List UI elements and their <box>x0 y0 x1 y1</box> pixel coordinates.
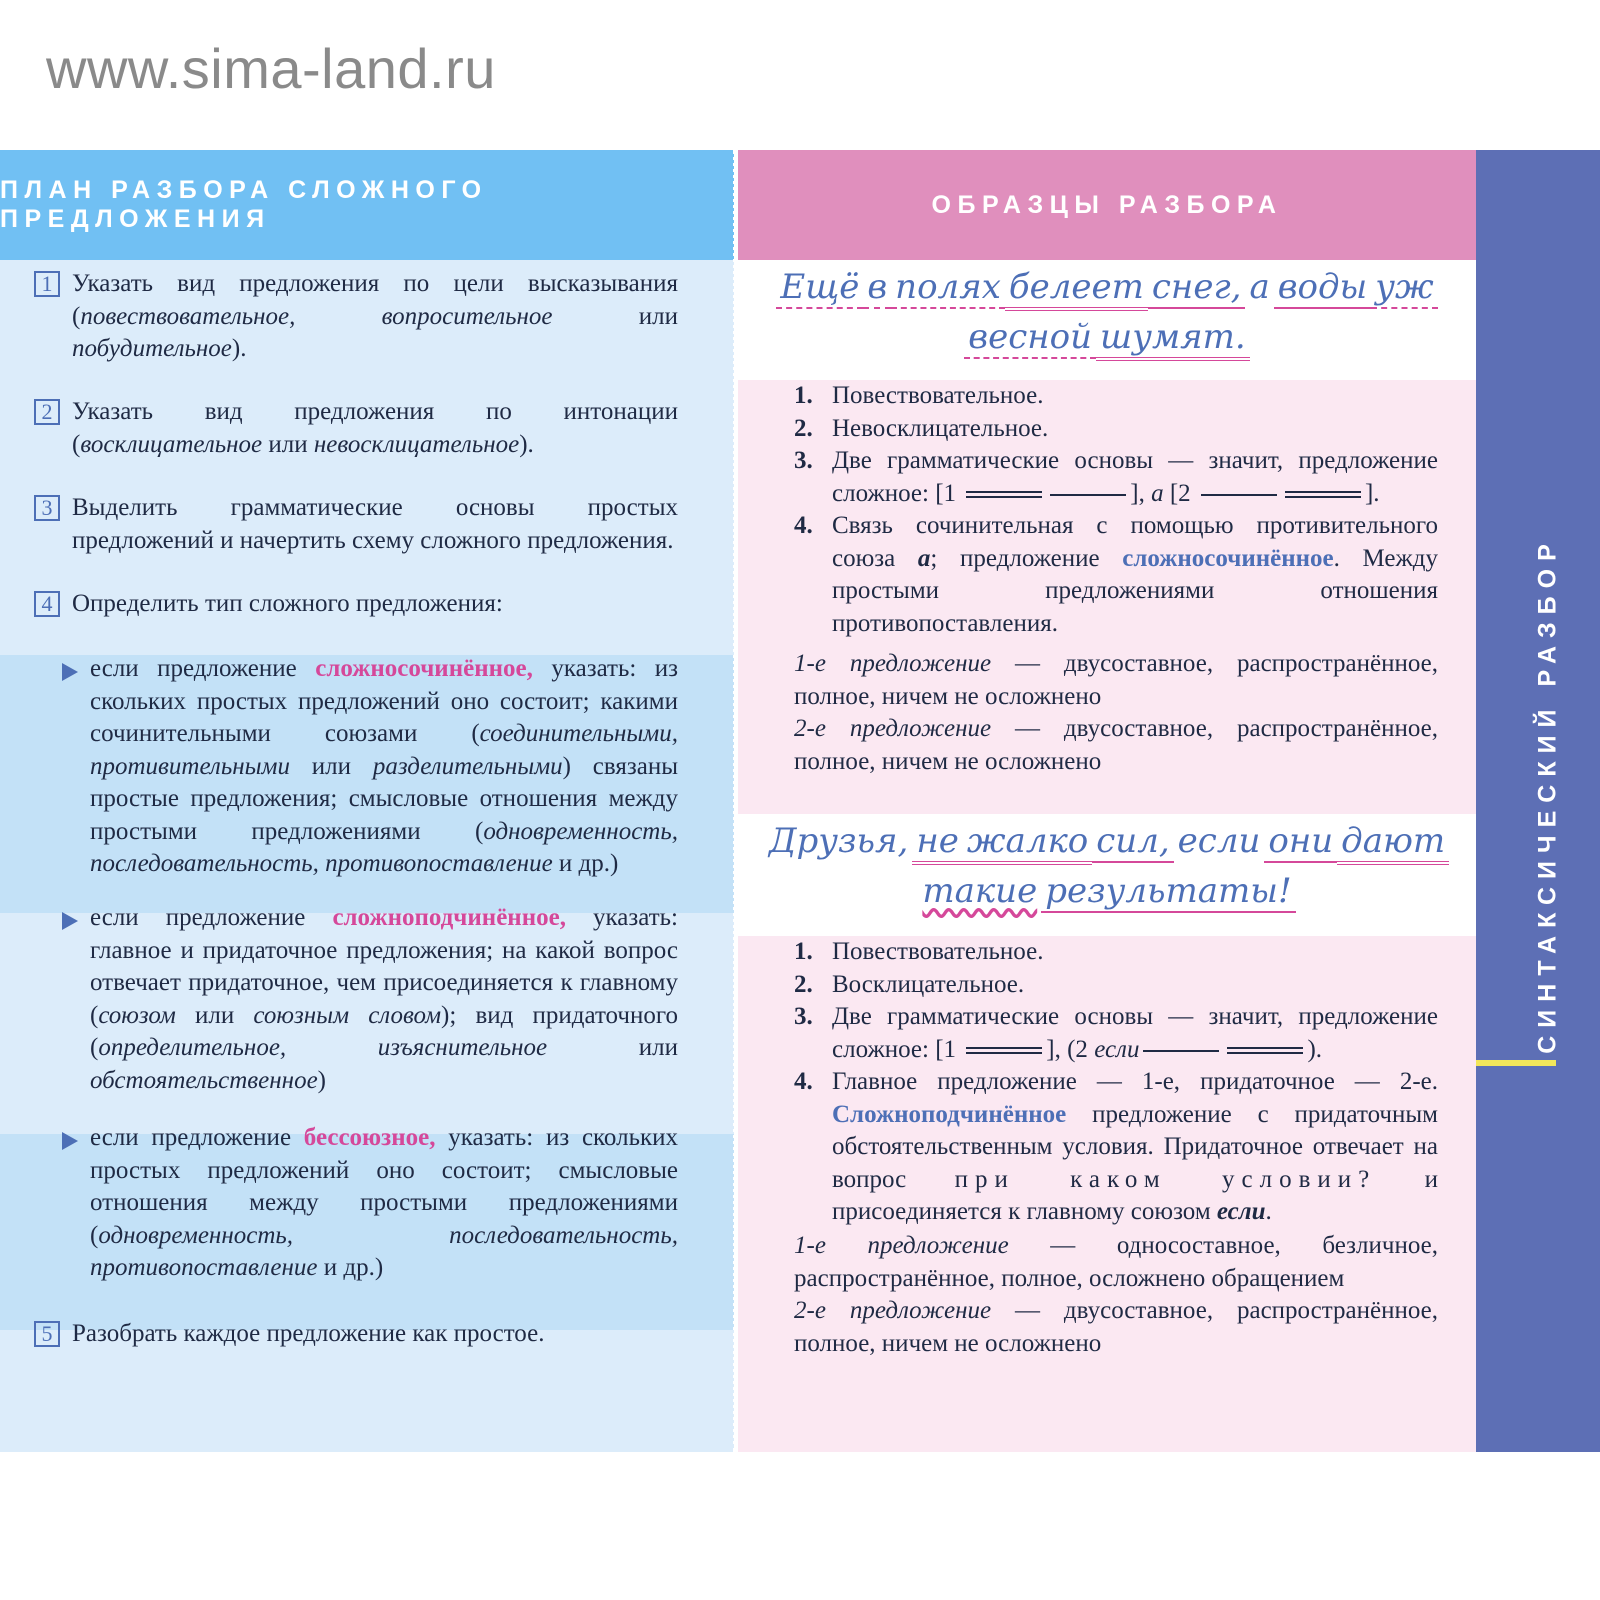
scheme-subject-line <box>1143 1050 1219 1052</box>
step: 3. Две грамматические основы — значит, предложение сложное: [1 ], (2 если ). <box>794 1003 1438 1063</box>
bullet-asyndetic: если предложение бессоюзное, указать: из скольких простых предложений оно состоит; смысловые отношения между простыми предложениями (одновременность, последовательность, противопоставление и др.) <box>62 1122 678 1285</box>
dotted-divider <box>733 150 736 1452</box>
example-1-sentence: Ещё в полях белеет снег, а воды уж весной шумят. <box>738 262 1476 362</box>
example-2-sentence: Друзья, не жалко сил, если они дают такие результаты! <box>738 816 1476 916</box>
item-number: 3 <box>34 495 60 521</box>
site-url: www.sima-land.ru <box>46 37 496 100</box>
scheme-subject-line <box>1050 494 1126 496</box>
yellow-marker <box>1476 1060 1556 1066</box>
samples-title: ОБРАЗЦЫ РАЗБОРА <box>931 190 1283 219</box>
item-number: 5 <box>34 1321 60 1347</box>
plan-item-3: 3 Выделить грамматические основы простых предложений и начертить схему сложного предложения. <box>34 492 678 557</box>
scheme-predicate-line <box>966 1047 1042 1054</box>
step: 4. Главное предложение — 1-е, придаточное — 2-е. Сложноподчинённое предложение с придаточным обстоятельственным условия. Придаточное отвечает на вопрос при каком условии? и присоединяется к главному союзом если. <box>794 1068 1438 1225</box>
plan-item-5: 5 Разобрать каждое предложение как простое. <box>34 1318 678 1351</box>
scheme-predicate-line <box>1227 1047 1303 1054</box>
example-1-description: 1-е предложение — двусоставное, распространённое, полное, ничем не осложнено 2-е предложение — двусоставное, распространённое, полное, ничем не осложнено <box>794 650 1438 775</box>
samples-column <box>738 150 1476 1452</box>
example-1-steps <box>794 380 1438 640</box>
example-2-steps <box>794 936 1438 1229</box>
samples-header <box>738 150 1476 260</box>
item-number: 4 <box>34 591 60 617</box>
step: 1. Повествовательное. <box>794 938 1044 965</box>
step: 3. Две грамматические основы — значит, предложение сложное: [1 ], а [2 ]. <box>794 447 1438 507</box>
step: 1. Повествовательное. <box>794 382 1044 409</box>
scheme-predicate-line <box>1285 491 1361 498</box>
plan-item-2: 2 Указать вид предложения по интонации (восклицательное или невосклицательное). <box>34 396 678 461</box>
bullet-compound: если предложение сложносочинённое, указать: из скольких простых предложений оно состоит; какими сочинительными союзами (соединительными, противительными или разделительными) связаны простые предложения; смысловые отношения между простыми предложениями (одновременность, последовательность, противопоставление и др.) <box>62 653 678 881</box>
item-number: 2 <box>34 399 60 425</box>
plan-title: ПЛАН РАЗБОРА СЛОЖНОГО ПРЕДЛОЖЕНИЯ <box>0 176 488 233</box>
plan-column <box>0 150 734 1452</box>
bullet-complex: если предложение сложноподчинённое, указать: главное и придаточное предложения; на какой вопрос отвечает придаточное, чем присоединяется к главному (союзом или союзным словом); вид придаточного (определительное, изъяснительное или обстоятельственное) <box>62 902 678 1097</box>
triangle-bullet-icon <box>62 663 78 681</box>
scheme-subject-line <box>1201 494 1277 496</box>
step: 2. Невосклицательное. <box>794 414 1049 442</box>
step: 4. Связь сочинительная с помощью противительного союза а; предложение сложносочинённое. Между простыми предложениями отношения противопоставления. <box>794 512 1438 637</box>
item-number: 1 <box>34 271 60 297</box>
plan-item-1: 1 Указать вид предложения по цели высказывания (повествовательное, вопросительное или побудительное). <box>34 268 678 366</box>
side-title: СИНТАКСИЧЕСКИЙ РАЗБОР <box>1533 536 1562 1054</box>
plan-header <box>0 150 734 260</box>
plan-item-4: 4 Определить тип сложного предложения: <box>34 588 678 621</box>
triangle-bullet-icon <box>62 1132 78 1150</box>
step: 2. Восклицательное. <box>794 970 1025 998</box>
example-2-description: 1-е предложение — односоставное, безличное, распространённое, полное, осложнено обращением 2-е предложение — двусоставное, распространённое, полное, ничем не осложнено <box>794 1232 1438 1357</box>
triangle-bullet-icon <box>62 912 78 930</box>
scheme-predicate-line <box>966 491 1042 498</box>
